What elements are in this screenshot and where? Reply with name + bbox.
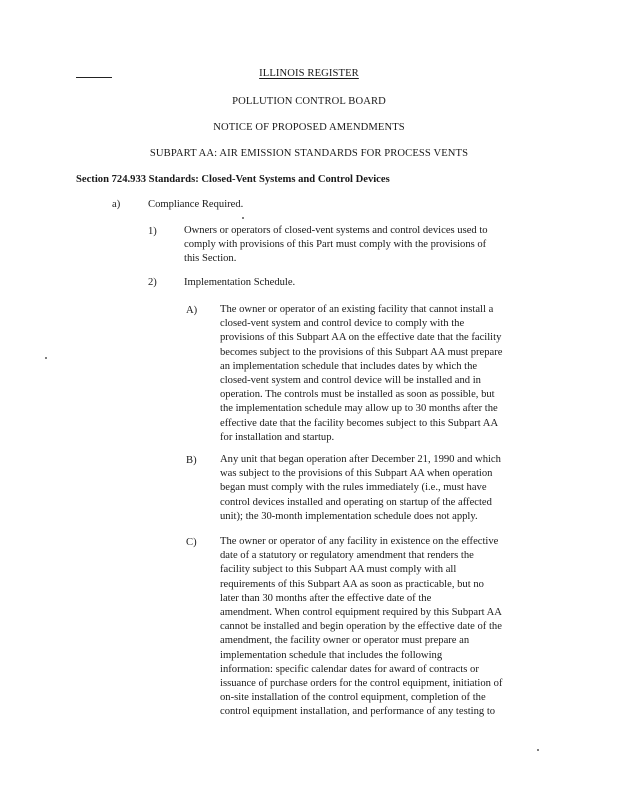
paragraph-C-line: on-site installation of the control equipment, completion of the: [220, 692, 486, 704]
paragraph-a-label: a): [112, 199, 121, 210]
section-heading: Section 724.933 Standards: Closed-Vent Systems and Control Devices: [76, 174, 390, 185]
paragraph-B-line: began must comply with the rules immediately (i.e., must have: [220, 482, 487, 494]
paragraph-A-line: becomes subject to the provisions of this Subpart AA must prepare: [220, 346, 503, 358]
subpart-title: SUBPART AA: AIR EMISSION STANDARDS FOR PROCESS VENTS: [149, 148, 469, 159]
paragraph-A-line: operation. The controls must be installed as soon as possible, but: [220, 389, 495, 401]
paragraph-A-line: closed-vent system and control device to comply with the: [220, 318, 465, 330]
paragraph-A-line: provisions of this Subpart AA on the effective date that the facility: [220, 332, 502, 344]
paragraph-A-line: the implementation schedule may allow up to 30 months after the: [220, 403, 498, 415]
scan-speck: [242, 217, 244, 219]
notice-title: NOTICE OF PROPOSED AMENDMENTS: [213, 122, 405, 133]
paragraph-B-line: was subject to the provisions of this Subpart AA when operation: [220, 468, 493, 480]
paragraph-A-line: an implementation schedule that includes dates by which the: [220, 360, 478, 372]
paragraph-2-label: 2): [148, 277, 157, 288]
paragraph-1-line: Owners or operators of closed-vent systems and control devices used to: [184, 225, 488, 236]
paragraph-1-line: comply with provisions of this Part must comply with the provisions of: [184, 239, 487, 251]
paragraph-B-label: B): [186, 455, 197, 466]
paragraph-B-line: control devices installed and operating on startup of the affected: [220, 496, 492, 508]
scan-speck: [537, 749, 539, 751]
scan-speck: [45, 357, 47, 359]
paragraph-1-label: 1): [148, 226, 157, 237]
paragraph-C-line: amendment, the facility owner or operator must prepare an: [220, 635, 470, 647]
paragraph-C-body: [220, 535, 502, 720]
paragraph-C-line: control equipment installation, and performance of any testing to: [220, 706, 496, 718]
paragraph-B-body: [220, 453, 501, 524]
register-title: ILLINOIS REGISTER: [259, 68, 359, 79]
paragraph-C-line: requirements of this Subpart AA as soon as practicable, but no: [220, 578, 484, 590]
paragraph-C-label: C): [186, 537, 197, 548]
paragraph-C-line: information: specific calendar dates for award of contracts or: [220, 663, 479, 675]
paragraph-B-line: unit); the 30-month implementation schedule does not apply.: [220, 510, 478, 522]
paragraph-C-line: amendment. When control equipment required by this Subpart AA: [220, 607, 502, 619]
paragraph-2-text: Implementation Schedule.: [184, 277, 296, 288]
paragraph-C-line: cannot be installed and begin operation by the effective date of the: [220, 621, 502, 633]
paragraph-1-line: this Section.: [184, 253, 237, 265]
paragraph-A-line: The owner or operator of an existing facility that cannot install a: [220, 304, 494, 315]
paragraph-C-line: facility subject to this Subpart AA must comply with all: [220, 564, 457, 576]
paragraph-C-line: implementation schedule that includes the following: [220, 649, 443, 661]
paragraph-A-line: for installation and startup.: [220, 431, 335, 443]
paragraph-A-body: [220, 303, 502, 445]
paragraph-1-body: [184, 224, 488, 267]
paragraph-C-line: issuance of purchase orders for the control equipment, initiation of: [220, 678, 503, 690]
paragraph-B-line: Any unit that began operation after December 21, 1990 and which: [220, 454, 501, 465]
paragraph-a-text: Compliance Required.: [148, 199, 244, 210]
paragraph-A-line: closed-vent system and control device will be installed and in: [220, 375, 481, 387]
paragraph-A-label: A): [186, 305, 198, 316]
board-title: POLLUTION CONTROL BOARD: [232, 96, 386, 107]
paragraph-A-line: effective date that the facility becomes subject to this Subpart AA: [220, 417, 499, 429]
paragraph-C-line: The owner or operator of any facility in existence on the effective: [220, 536, 499, 547]
paragraph-C-line: date of a statutory or regulatory amendment that renders the: [220, 550, 474, 562]
paragraph-C-line: later than 30 months after the effective date of the: [220, 592, 432, 604]
